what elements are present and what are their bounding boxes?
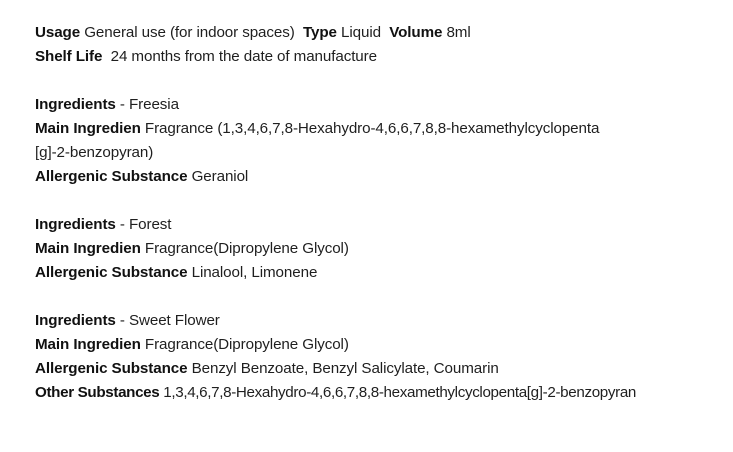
forest-main-label: Main Ingredien bbox=[35, 240, 141, 257]
forest-allergen-value: Linalool, Limonene bbox=[191, 264, 318, 281]
freesia-ingredients-value: - Freesia bbox=[119, 96, 179, 113]
shelf-life-line bbox=[35, 45, 725, 69]
freesia-allergen-value: Geraniol bbox=[191, 168, 249, 185]
freesia-allergen-label: Allergenic Substance bbox=[35, 168, 188, 185]
shelf-life-value: 24 months from the date of manufacture bbox=[110, 48, 377, 65]
freesia-main-ingredient-line bbox=[35, 117, 725, 141]
sweet-flower-other-line bbox=[35, 381, 725, 405]
volume-label: Volume bbox=[389, 24, 443, 41]
shelf-life-label: Shelf Life bbox=[35, 48, 103, 65]
freesia-main-value: Fragrance (1,3,4,6,7,8-Hexahydro-4,6,6,7,8,8-hexamethylcyclopenta bbox=[144, 120, 600, 137]
freesia-ingredients-line bbox=[35, 93, 725, 117]
volume-value: 8ml bbox=[446, 24, 471, 41]
sweet-flower-ingredients-value: - Sweet Flower bbox=[119, 312, 220, 329]
sweet-flower-main-value: Fragrance(Dipropylene Glycol) bbox=[144, 336, 349, 353]
forest-main-ingredient-line bbox=[35, 237, 725, 261]
sweet-flower-allergen-label: Allergenic Substance bbox=[35, 360, 188, 377]
product-spec-document bbox=[35, 21, 725, 405]
type-label: Type bbox=[302, 24, 337, 41]
sweet-flower-ingredients-line bbox=[35, 309, 725, 333]
usage-type-volume-line bbox=[35, 21, 725, 45]
section-spacer bbox=[35, 189, 725, 213]
freesia-ingredients-label: Ingredients bbox=[35, 96, 116, 113]
freesia-main-value-cont: [g]-2-benzopyran) bbox=[35, 144, 154, 161]
usage-label: Usage bbox=[35, 24, 81, 41]
sweet-flower-main-ingredient-line bbox=[35, 333, 725, 357]
forest-main-value: Fragrance(Dipropylene Glycol) bbox=[144, 240, 349, 257]
sweet-flower-other-label: Other Substances bbox=[35, 384, 160, 401]
section-spacer bbox=[35, 69, 725, 93]
forest-ingredients-value: - Forest bbox=[119, 216, 172, 233]
sweet-flower-main-label: Main Ingredien bbox=[35, 336, 141, 353]
sweet-flower-allergen-line bbox=[35, 357, 725, 381]
sweet-flower-other-value: 1,3,4,6,7,8-Hexahydro-4,6,6,7,8,8-hexamethylcyclopenta[g]-2-benzopyran bbox=[163, 384, 637, 401]
usage-value: General use (for indoor spaces) bbox=[84, 24, 295, 41]
freesia-main-ingredient-cont-line bbox=[35, 141, 725, 165]
type-value: Liquid bbox=[341, 24, 381, 41]
freesia-main-label: Main Ingredien bbox=[35, 120, 141, 137]
forest-ingredients-label: Ingredients bbox=[35, 216, 116, 233]
forest-allergen-line bbox=[35, 261, 725, 285]
section-spacer bbox=[35, 285, 725, 309]
forest-ingredients-line bbox=[35, 213, 725, 237]
sweet-flower-ingredients-label: Ingredients bbox=[35, 312, 116, 329]
sweet-flower-allergen-value: Benzyl Benzoate, Benzyl Salicylate, Coumarin bbox=[191, 360, 499, 377]
freesia-allergen-line bbox=[35, 165, 725, 189]
forest-allergen-label: Allergenic Substance bbox=[35, 264, 188, 281]
